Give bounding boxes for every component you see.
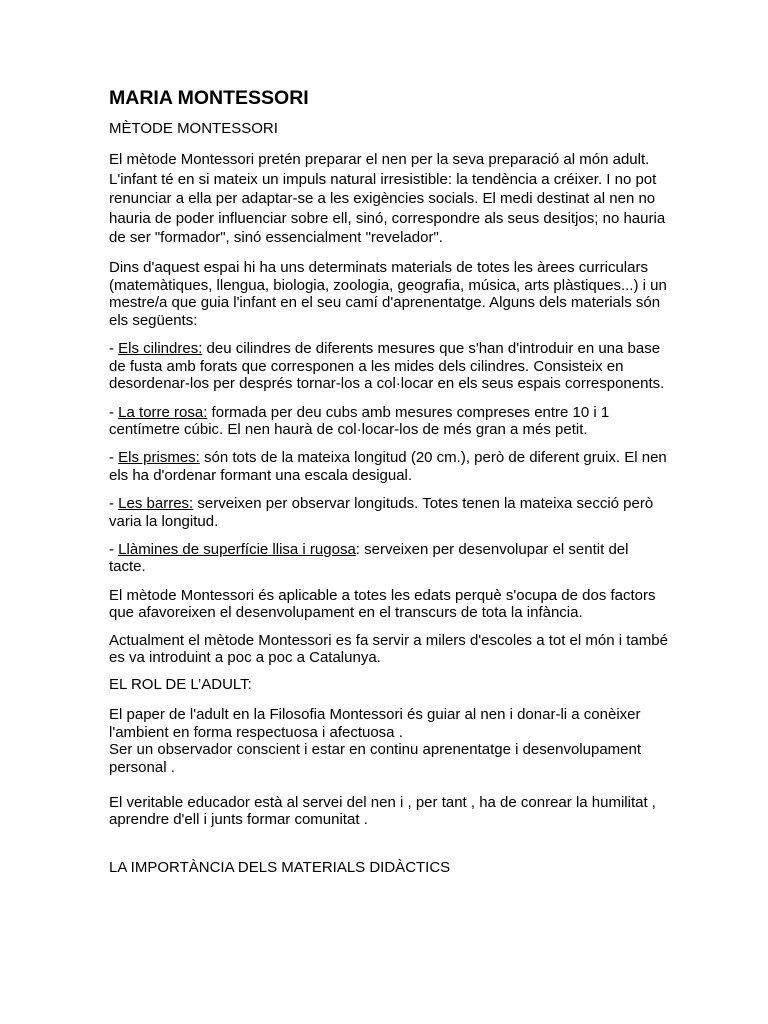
material-item-lamines — [109, 541, 669, 576]
document-page — [109, 86, 669, 877]
material-dash: - — [109, 449, 119, 467]
material-dash: - — [109, 495, 119, 513]
actualment-paragraph: Actualment el mètode Montessori es fa servir a milers d'escoles a tot el món i també es va introduint a poc a poc a Catalunya. — [109, 631, 668, 667]
material-dash: - — [109, 340, 119, 358]
material-dash: - — [109, 403, 119, 421]
applicable-paragraph: El mètode Montessori és aplicable a totes les edats perquè s'ocupa de dos factors que afavoreixen el desenvolupament en el transcurs de tota la infància. — [109, 586, 656, 622]
blank-line — [109, 776, 669, 794]
material-description: són tots de la mateixa longitud (20 cm.), però de diferent gruix. El nen els ha d'ordenar formant una escala desigual. — [109, 449, 667, 484]
material-name: Els cilindres: — [118, 340, 203, 358]
material-description: formada per deu cubs amb mesures compreses entre 10 i 1 centímetre cúbic. El nen haurà de col·locar-los de més gran a més petit. — [109, 403, 610, 438]
material-item-barres — [109, 495, 669, 530]
intro-paragraph: El mètode Montessori pretén preparar el nen per la seva preparació al món adult. L'infant té en si mateix un impuls natural irresistible: la tendència a créixer. I no pot renunciar a ella per adaptar-se a les exigències socials. El medi destinat al nen no hauria de poder influenciar sobre ell, sinó, correspondre als seus desitjos; no hauria de ser "formador", sinó essencialment "revelador". — [109, 151, 666, 247]
material-name: Els prismes: — [118, 449, 200, 467]
material-dash: - — [109, 541, 119, 558]
material-description: : serveixen per desenvolupar el sentit del tacte. — [109, 541, 629, 576]
materials-intro-paragraph: Dins d'aquest espai hi ha uns determinats materials de totes les àrees curriculars (matemàtiques, llengua, biologia, zoologia, geografia, música, arts plàstiques...) i un mestre/a que guia l'infant en el seu camí d'aprenentatge. Alguns dels materials són els següents: — [109, 258, 667, 329]
section-heading-importancia: LA IMPORTÀNCIA DELS MATERIALS DIDÀCTICS — [109, 858, 451, 876]
blank-line — [109, 829, 669, 859]
material-name: Llàmines de superfície llisa i rugosa — [118, 541, 356, 558]
rol-paragraph-line1: El paper de l'adult en la Filosofia Montessori és guiar al nen i donar-li a conèixer l'ambient en forma respectuosa i afectuosa . — [109, 706, 641, 741]
material-description: serveixen per observar longituds. Totes tenen la mateixa secció però varia la longitud. — [109, 495, 654, 530]
material-name: La torre rosa: — [118, 403, 208, 421]
rol-paragraph-2: El veritable educador està al servei del nen i , per tant , ha de conrear la humilitat , aprendre d'ell i junts formar comunitat . — [109, 794, 656, 829]
material-name: Les barres: — [118, 495, 194, 513]
material-item-prismes — [109, 449, 669, 484]
material-description: deu cilindres de diferents mesures que s'han d'introduir en una base de fusta amb forats que corresponen a les mides dels cilindres. Consisteix en desordenar-los per després tornar-los a col·locar en els seus espais corresponents. — [109, 340, 665, 393]
document-title: MARIA MONTESSORI — [109, 87, 309, 109]
section-heading-rol-adult: EL ROL DE L’ADULT: — [109, 676, 252, 694]
material-item-cilindres — [109, 340, 669, 392]
section-heading-method: MÈTODE MONTESSORI — [109, 120, 278, 137]
material-item-torre-rosa — [109, 404, 669, 439]
rol-paragraph-line2: Ser un observador conscient i estar en continu aprenentatge i desenvolupament personal . — [109, 741, 642, 776]
